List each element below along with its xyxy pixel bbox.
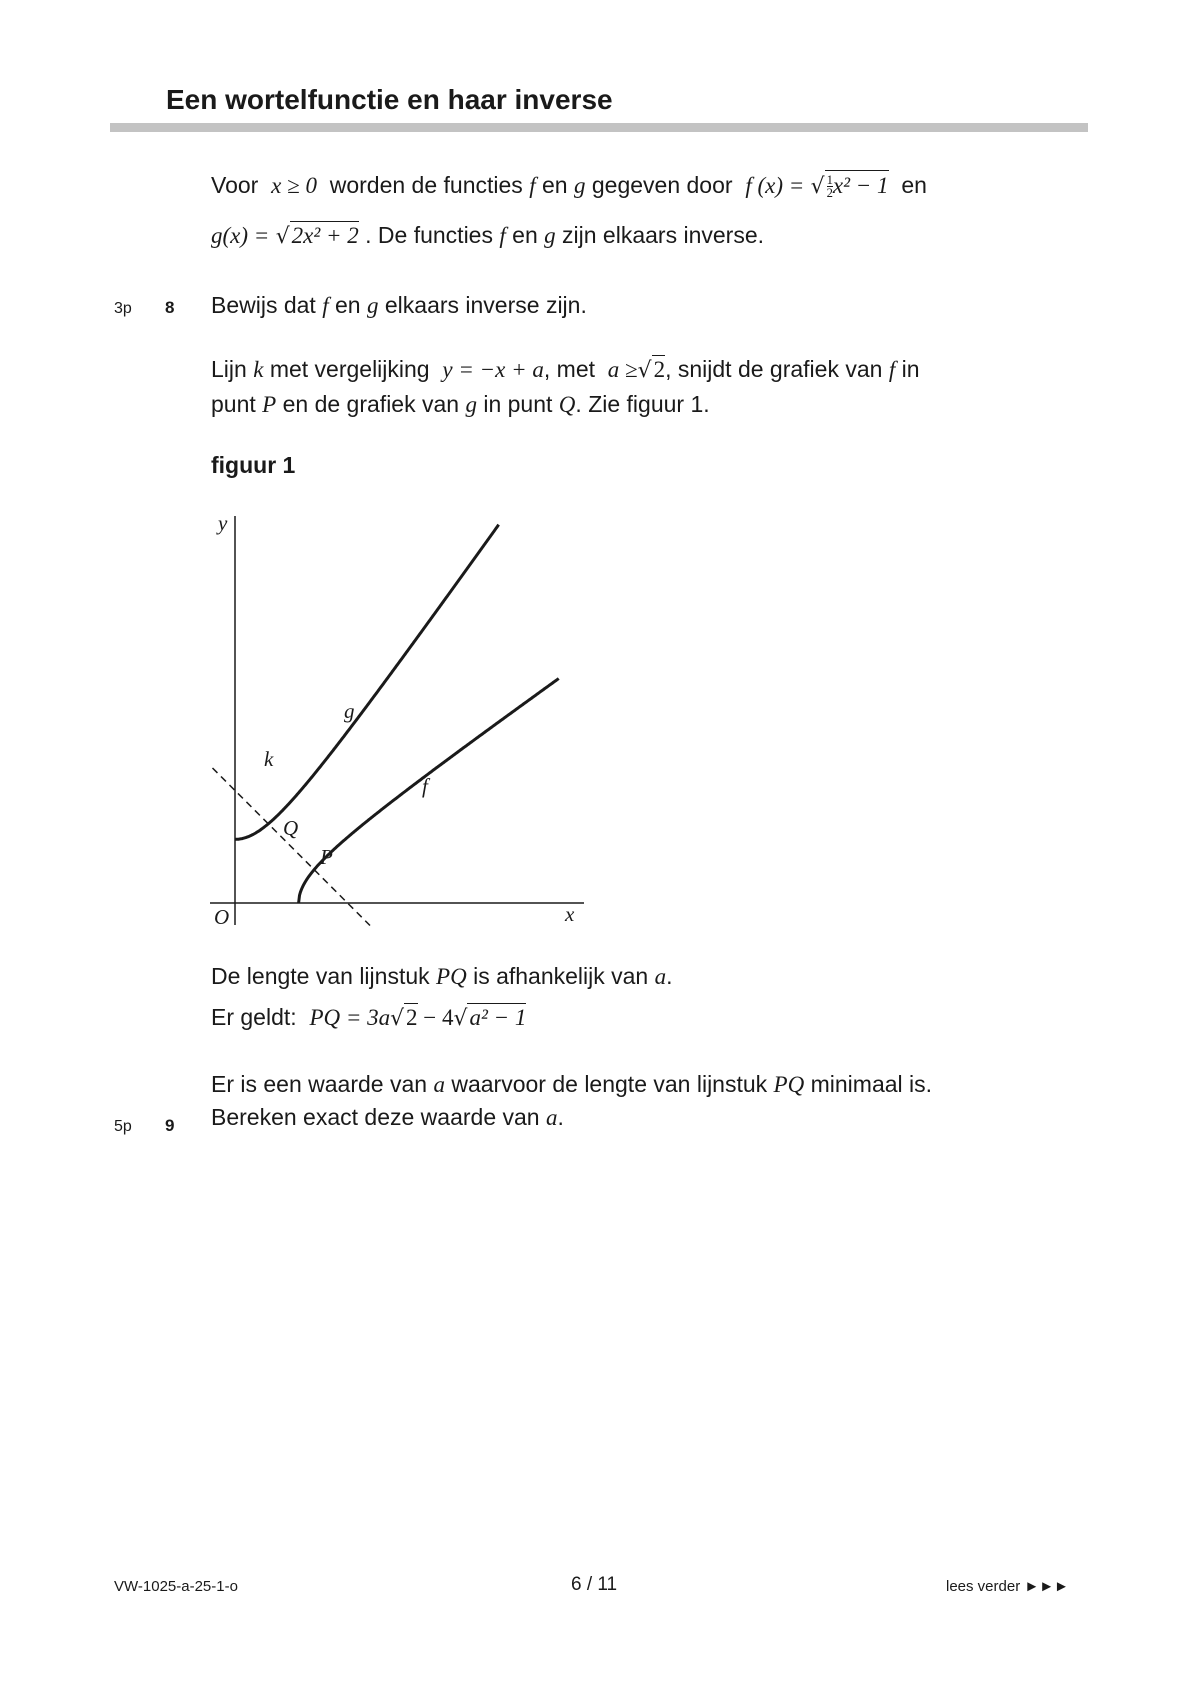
- label-f: f: [422, 774, 428, 798]
- curve-f: [299, 679, 559, 904]
- label-k: k: [264, 747, 274, 771]
- setup-line-1: Lijn k met vergelijking y = −x + a, met a ≥√2, snijdt de grafiek van f in: [211, 356, 920, 383]
- label-g: g: [344, 699, 355, 723]
- label-y: y: [218, 511, 228, 535]
- line-k: [213, 768, 371, 926]
- label-Q: Q: [283, 816, 299, 840]
- curve-g: [235, 525, 499, 840]
- figure-label: figuur 1: [211, 452, 296, 478]
- intro-line-1: Voor x ≥ 0 worden de functies f en g gegeven door f (x) = √ $\frac{1}{2}$ x² − 1 en: [211, 172, 927, 201]
- q8-points: 3p: [114, 300, 132, 317]
- q9-number: 9: [165, 1116, 175, 1135]
- q9-intro: Er is een waarde van a waarvoor de lengte van lijnstuk PQ minimaal is.: [211, 1071, 933, 1097]
- intro-line-2: g(x) = √2x² + 2 . De functies f en g zijn elkaars inverse.: [211, 222, 764, 249]
- label-x: x: [565, 902, 575, 926]
- figure-graph: [200, 500, 600, 940]
- label-P: P: [320, 845, 333, 869]
- footer-code: VW-1025-a-25-1-o: [114, 1578, 238, 1595]
- q9-text: Bereken exact deze waarde van a.: [211, 1104, 564, 1130]
- title-divider: [110, 123, 1088, 132]
- q8-text: Bewijs dat f en g elkaars inverse zijn.: [211, 292, 587, 318]
- after-line-2: Er geldt: PQ = 3a√2 − 4√a² − 1: [211, 1004, 527, 1031]
- q8-number: 8: [165, 298, 175, 317]
- after-line-1: De lengte van lijnstuk PQ is afhankelijk van a.: [211, 963, 673, 989]
- page-title: Een wortelfunctie en haar inverse: [166, 84, 613, 115]
- footer-next-link: lees verder ►►►: [946, 1578, 1069, 1595]
- q9-points: 5p: [114, 1118, 132, 1135]
- footer-page-number: 6 / 11: [571, 1574, 618, 1595]
- setup-line-2: punt P en de grafiek van g in punt Q. Zie figuur 1.: [211, 391, 710, 417]
- label-O: O: [214, 905, 230, 929]
